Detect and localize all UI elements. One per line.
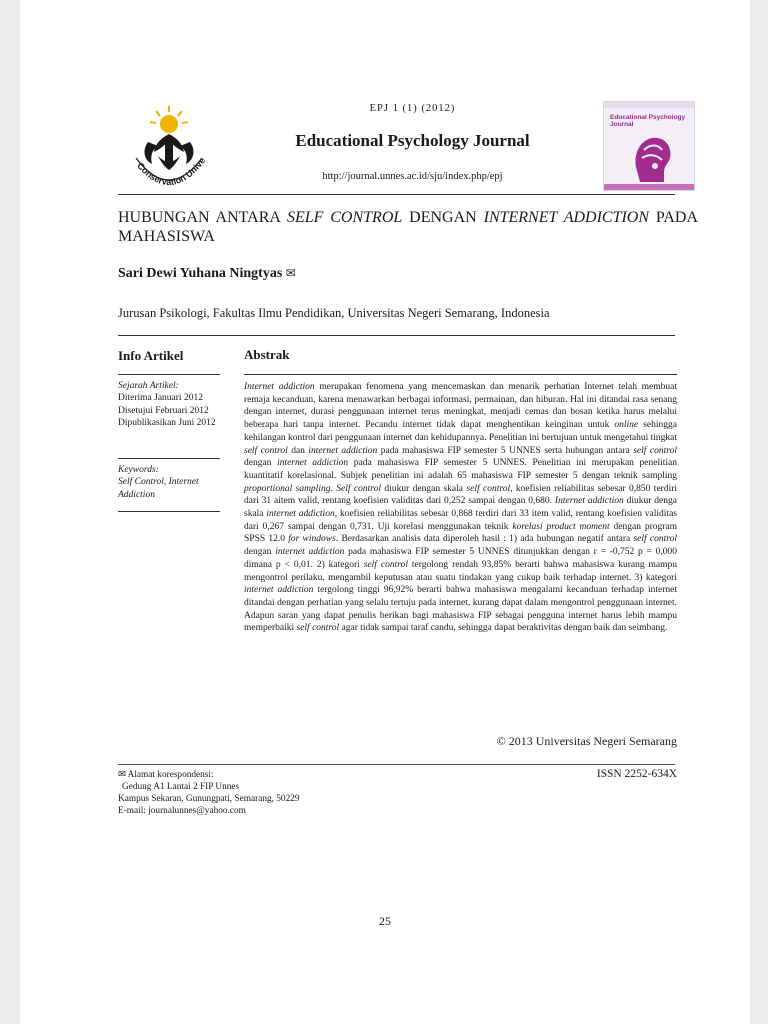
logo-text: Conservation Unive xyxy=(135,155,208,188)
cover-title: Educational Psychology Journal xyxy=(610,114,686,128)
abstract-term: internet addiction xyxy=(275,547,345,558)
envelope-icon[interactable]: ✉ xyxy=(285,266,296,280)
issn: ISSN 2252-634X xyxy=(596,768,677,780)
abstract-term: self control xyxy=(244,445,288,456)
header-rule xyxy=(118,194,675,195)
abstract-text: dengan program SPSS 12.0 xyxy=(244,521,678,545)
author-name: Sari Dewi Yuhana Ningtyas ✉ xyxy=(118,266,296,281)
abstract-text: , koefisien reliabilitas sebesar 0,850 terdiri dari 31 aitem valid, rentang koefisien validitas dari 0,252 sampai dengan 0,680. xyxy=(244,483,678,507)
abstract-text: sehingga kehilangan kontrol dari penggunaan internet dan kehidupannya. Penelitian ini bertujuan untuk mengetahui tingkat xyxy=(244,420,677,443)
journal-page xyxy=(20,0,750,1024)
article-title: HUBUNGAN ANTARA SELF CONTROL DENGAN INTERNET ADDICTION PADA MAHASISWA xyxy=(118,209,699,245)
keywords xyxy=(118,464,222,501)
abstract-text: pada mahasiswa FIP semester 5 UNNES serta hubungan antara xyxy=(377,445,634,456)
abstract-term: internet addiction xyxy=(244,585,314,596)
abstract-term: Self control xyxy=(336,483,382,494)
abstract-term: korelasi product moment xyxy=(512,521,610,532)
abstract-term: self control xyxy=(633,534,677,545)
abstract-term: for windows xyxy=(288,534,336,545)
abstract-term: Internet addiction xyxy=(244,382,315,392)
journal-name: Educational Psychology Journal xyxy=(295,131,530,150)
copyright-notice: © 2013 Universitas Negeri Semarang xyxy=(496,734,677,748)
journal-cover xyxy=(603,101,695,191)
abstract-term: Internet addiction xyxy=(554,496,624,507)
info-end-rule xyxy=(118,511,220,512)
published-date: Dipublikasikan Juni 2012 xyxy=(118,417,216,428)
footnote-rule xyxy=(118,764,675,765)
abstract-term: online xyxy=(614,420,639,431)
abstract-text: dengan xyxy=(244,547,276,558)
university-logo xyxy=(118,98,220,198)
approved-date: Disetujui Februari 2012 xyxy=(118,405,209,416)
author-affiliation: Jurusan Psikologi, Fakultas Ilmu Pendidikan, Universitas Negeri Semarang, Indonesia xyxy=(118,306,550,320)
envelope-icon: ✉ xyxy=(118,770,126,780)
abstract-term: self control xyxy=(296,623,340,634)
journal-url-link[interactable]: http://journal.unnes.ac.id/sju/index.php/epj xyxy=(322,171,503,182)
abstract-term: self control xyxy=(633,445,677,456)
email-link[interactable]: E-mail: journalunnes@yahoo.com xyxy=(118,806,246,816)
info-rule xyxy=(118,374,220,375)
abstract-text: agar tidak sampai taraf candu, sehingga dapat beraktivitas dengan baik dan seimbang. xyxy=(339,623,668,634)
abstract-text: tergolong tinggi 96,92% berarti bahwa mahasiswa mengalami kecanduan terhadap internet ditandai dengan perhatian yang selalu tertuju pada internet, kurang dapat dalam mengontrol penggunaan internet. Adapun saran yang dapat penulis berikan bagi mahasiswa FIP sebagai pengguna internet harus lebih mampu memperbaiki xyxy=(244,585,677,634)
abstract-term: self control xyxy=(466,483,511,494)
abstract-term: internet addiction xyxy=(308,445,378,456)
abstract-term: internet addiction xyxy=(266,509,335,520)
section-rule xyxy=(118,335,675,336)
abstract-text: diukur denga skala xyxy=(244,496,677,520)
abstract-text: pada mahasiswa FIP semester 5 UNNES. Penelitian ini merupakan penelitian kuantitatif korelasional. Subjek penelitian ini adalah 65 mahasiswa FIP semester 5 dengan teknik sampling xyxy=(244,458,678,481)
abstract-text: tergolong rendah 93,85% berarti bahwa mahasiswa kurang mampu mengontrol perilaku, mengambil keputusan atau suatu tindakan yang cukup baik terhadap internet. 3) kategori xyxy=(244,559,678,583)
info-divider xyxy=(118,458,220,459)
abstract-text: merupakan fenomena yang mencemaskan dan menarik perhatian Internet telah membuat remaja kecanduan, karena menawarkan berbagai informasi, permainan, dan hiburan. Hal ini ditandai rasa senang dengan internet, durasi penggunaan internet terus meningkat, menjadi cemas dan bosan ketika harus melalui beberapa hari tanpa internet. Pecandu internet tidak dapat menghentikan keinginan untuk xyxy=(244,382,677,431)
cover-head-icon xyxy=(622,128,676,184)
abstract-text: . Berdasarkan analisis data diperoleh hasil : 1) ada hubungan negatif antara xyxy=(335,534,634,545)
correspondence-address: ✉ Alamat korespondensi: Gedung A1 Lantai 2 FIP Unnes Kampus Sekaran, Gunungpati, Semarang, 50229 E-mail: journalunnes@yahoo.com xyxy=(118,770,300,816)
article-history xyxy=(118,380,222,429)
abstract-text: dengan xyxy=(244,458,278,469)
page-number: 25 xyxy=(379,914,391,928)
received-date: Diterima Januari 2012 xyxy=(118,393,203,404)
abstract-text: pada mahasiswa FIP semester 5 UNNES ditunjukkan dengan r = -0,752 p = 0,000 dimana p < 0,01. 2) kategori xyxy=(244,547,678,570)
abstract-text: . xyxy=(330,483,337,494)
abstract-term: internet addiction xyxy=(277,458,349,469)
keywords-value: Self Control, Internet Addiction xyxy=(118,477,199,500)
abstract-text: dan xyxy=(287,445,309,456)
abstract-rule xyxy=(244,374,677,375)
info-heading: Info Artikel xyxy=(118,348,184,363)
keywords-label: Keywords: xyxy=(118,465,159,475)
abstract-term: self control xyxy=(363,559,408,570)
journal-issue: EPJ 1 (1) (2012) xyxy=(369,103,456,114)
history-label: Sejarah Artikel: xyxy=(118,381,179,391)
abstract-text: , koefisien reliabilitas sebesar 0,868 terdiri dari 33 item valid, rentang koefisien validitas dari 0,267 sampai dengan 0,731. Uji korelasi menggunakan teknik xyxy=(244,509,677,532)
abstract-heading: Abstrak xyxy=(244,347,290,362)
abstract-term: proportional sampling xyxy=(244,483,331,494)
abstract-text: diukur dengan skala xyxy=(381,483,467,494)
abstract-body xyxy=(244,381,677,635)
